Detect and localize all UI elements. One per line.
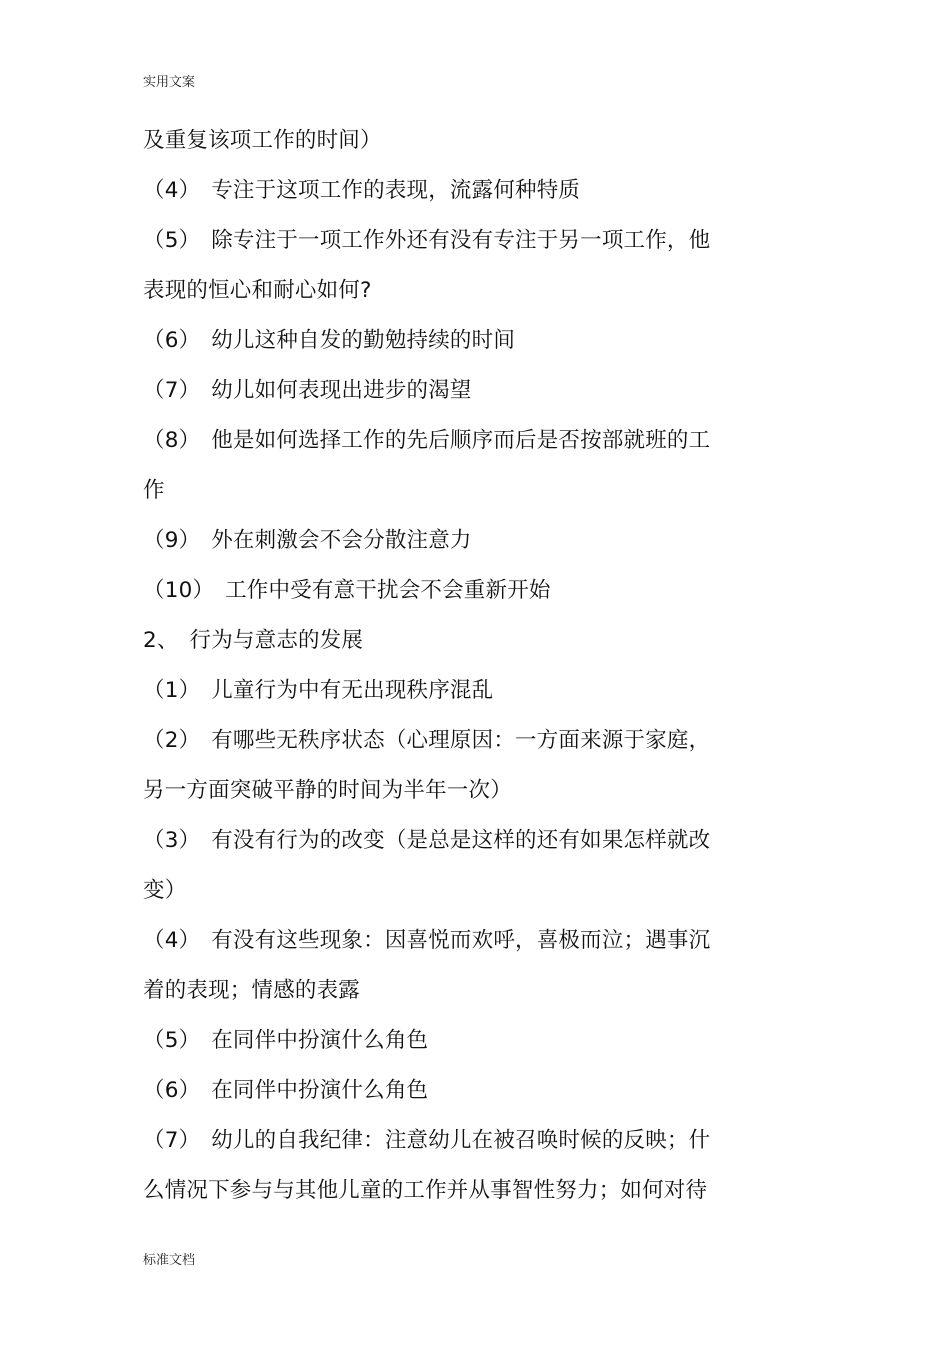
text-line: 变）	[143, 878, 187, 903]
section-heading: 2、 行为与意志的发展	[143, 628, 364, 653]
text-line: （5） 在同伴中扮演什么角色	[143, 1028, 429, 1053]
text-line: （5） 除专注于一项工作外还有没有专注于另一项工作，他	[143, 228, 711, 253]
text-line: 着的表现；情感的表露	[143, 978, 361, 1003]
page-footer: 标准文档	[143, 1253, 196, 1268]
text-line: （10） 工作中受有意干扰会不会重新开始	[143, 578, 551, 603]
text-line: 表现的恒心和耐心如何?	[143, 278, 372, 303]
document-body	[143, 123, 753, 1223]
text-line: （7） 幼儿的自我纪律：注意幼儿在被召唤时候的反映；什	[143, 1128, 711, 1153]
text-line: （4） 专注于这项工作的表现，流露何种特质	[143, 178, 581, 203]
text-line: （6） 在同伴中扮演什么角色	[143, 1078, 429, 1103]
text-line: （3） 有没有行为的改变（是总是这样的还有如果怎样就改	[143, 828, 711, 853]
text-line: 作	[143, 478, 165, 503]
text-line: （9） 外在刺激会不会分散注意力	[143, 528, 472, 553]
text-line: （6） 幼儿这种自发的勤勉持续的时间	[143, 328, 516, 353]
text-line: （4） 有没有这些现象：因喜悦而欢呼，喜极而泣；遇事沉	[143, 928, 711, 953]
text-line: 及重复该项工作的时间）	[143, 128, 382, 153]
text-line: （1） 儿童行为中有无出现秩序混乱	[143, 678, 494, 703]
text-line: 另一方面突破平静的时间为半年一次）	[143, 778, 512, 803]
text-line: 么情况下参与与其他儿童的工作并从事智性努力；如何对待	[143, 1178, 708, 1203]
text-line: （8） 他是如何选择工作的先后顺序而后是否按部就班的工	[143, 428, 711, 453]
text-line: （7） 幼儿如何表现出进步的渴望	[143, 378, 472, 403]
text-line: （2） 有哪些无秩序状态（心理原因：一方面来源于家庭，	[143, 728, 711, 753]
page-header: 实用文案	[143, 75, 196, 90]
